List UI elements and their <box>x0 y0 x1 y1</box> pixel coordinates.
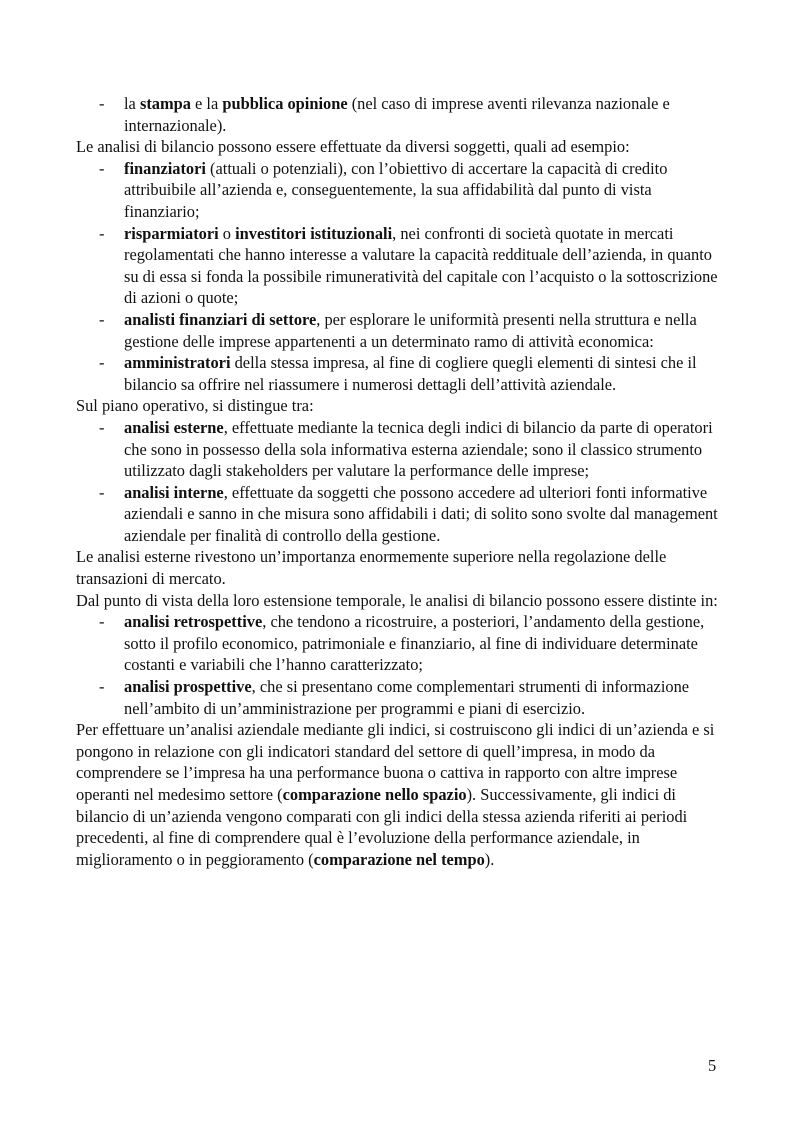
list-item-bold-term: pubblica opinione <box>222 94 348 113</box>
paragraph-text: Le analisi di bilancio possono essere effettuate da diversi soggetti, quali ad esempio: <box>76 137 630 157</box>
list-item-bold-term: analisi retrospettive <box>124 612 263 632</box>
list-0 <box>76 93 724 136</box>
paragraph-soggetti <box>76 136 724 158</box>
list-item <box>76 158 724 223</box>
list-item-bold-term: amministratori <box>124 353 231 373</box>
list-item <box>76 482 724 547</box>
list-item-text: (nel caso di imprese aventi rilevanza nazionale e internazionale). <box>124 94 670 135</box>
list-analisi-esterne-interne <box>76 417 724 547</box>
list-item-text: o <box>218 223 236 243</box>
list-item <box>76 417 724 482</box>
paragraph-text: Sul piano operativo, si distingue tra: <box>76 396 314 416</box>
list-item-bold-term: finanziatori <box>124 158 206 178</box>
list-item <box>76 611 724 676</box>
list-item-text: , effettuate da soggetti che possono accedere ad ulteriori fonti informative aziendali e sanno in che misura sono affidabili i dati; di solito sono svolte dal management aziendale per finalità di controllo della gestione. <box>124 482 718 545</box>
list-item-bold-term: analisi prospettive <box>124 677 252 697</box>
list-item <box>76 309 724 352</box>
document-body <box>76 93 724 870</box>
list-item-text: , effettuate mediante la tecnica degli indici di bilancio da parte di operatori che sono in possesso della sola informativa esterna aziendale; sono il classico strumento utilizzato dagli stakeholders per valutare la performance delle imprese; <box>124 417 713 481</box>
list-item-text: , che tendono a ricostruire, a posteriori, l’andamento della gestione, sotto il profilo economico, patrimoniale e finanziario, al fine di individuare determinate costanti e variabili che l’hanno caratterizzato; <box>124 612 705 675</box>
list-item <box>76 223 724 309</box>
list-item <box>76 93 724 136</box>
list-item-text: , nei confronti di società quotate in mercati regolamentati che hanno interesse a valutare la capacità reddituale dell’azienda, in quanto su di essa si fonda la possibile rimuneratività del capitale con l’acquisto o la sottoscrizione di azioni o quote; <box>124 223 718 308</box>
list-item-bold-term: analisti finanziari di settore <box>124 309 317 329</box>
list-item <box>76 352 724 395</box>
list-item-text: (attuali o potenziali), con l’obiettivo di accertare la capacità di credito attribuibile all’azienda e, conseguentemente, la sua affidabilità dal punto di vista finanziario; <box>124 158 668 221</box>
list-item-text: e la <box>190 94 223 113</box>
paragraph-text: ). Successivamente, gli indici di bilancio di un’azienda vengono comparati con gli indici della stessa azienda riferiti ai periodi precedenti, al fine di comprendere qual è l’evoluzione della performance aziendale, in miglioramento o in peggioramento ( <box>76 785 688 869</box>
paragraph-importanza <box>76 546 724 589</box>
paragraph-text: Per effettuare un’analisi aziendale mediante gli indici, si costruiscono gli indici di un’azienda e si pongono in relazione con gli indicatori standard del settore di quell’impresa, in modo da comprendere se l’impresa ha una performance buona o cattiva in rapporto con altre imprese operanti nel medesimo settore ( <box>76 720 715 804</box>
paragraph-text: ). <box>484 849 495 869</box>
list-item-text: , per esplorare le uniformità presenti nella struttura e nella gestione delle imprese appartenenti a un determinato ramo di attività economica: <box>124 309 697 351</box>
list-retrospettive-prospettive <box>76 611 724 719</box>
list-item-text: , che si presentano come complementari strumenti di informazione nell’ambito di un’amministrazione per programmi e piani di esercizio. <box>124 677 690 718</box>
list-item <box>76 676 724 719</box>
paragraph-bold-term: comparazione nello spazio <box>282 785 467 804</box>
list-item-bold-term: risparmiatori <box>124 223 219 243</box>
page-number: 5 <box>708 1056 717 1075</box>
paragraph-text: Le analisi esterne rivestono un’importanza enormemente superiore nella regolazione delle transazioni di mercato. <box>76 547 667 589</box>
list-item-bold-term: analisi interne <box>124 482 224 502</box>
paragraph-bold-term: comparazione nel tempo <box>313 849 485 869</box>
list-item-bold-term: investitori istituzionali <box>235 223 393 243</box>
paragraph-comparazione <box>76 719 724 870</box>
list-soggetti <box>76 158 724 396</box>
list-item-text: la <box>124 94 140 113</box>
list-item-bold-term: analisi esterne <box>124 417 224 437</box>
paragraph-piano-operativo <box>76 395 724 417</box>
paragraph-estensione-temporale <box>76 590 724 612</box>
list-item-text: della stessa impresa, al fine di cogliere quegli elementi di sintesi che il bilancio sa offrire nel riassumere i numerosi dettagli dell’attività aziendale. <box>124 353 697 394</box>
list-item-bold-term: stampa <box>139 94 191 113</box>
paragraph-text: Dal punto di vista della loro estensione temporale, le analisi di bilancio possono essere distinte in: <box>76 590 718 610</box>
